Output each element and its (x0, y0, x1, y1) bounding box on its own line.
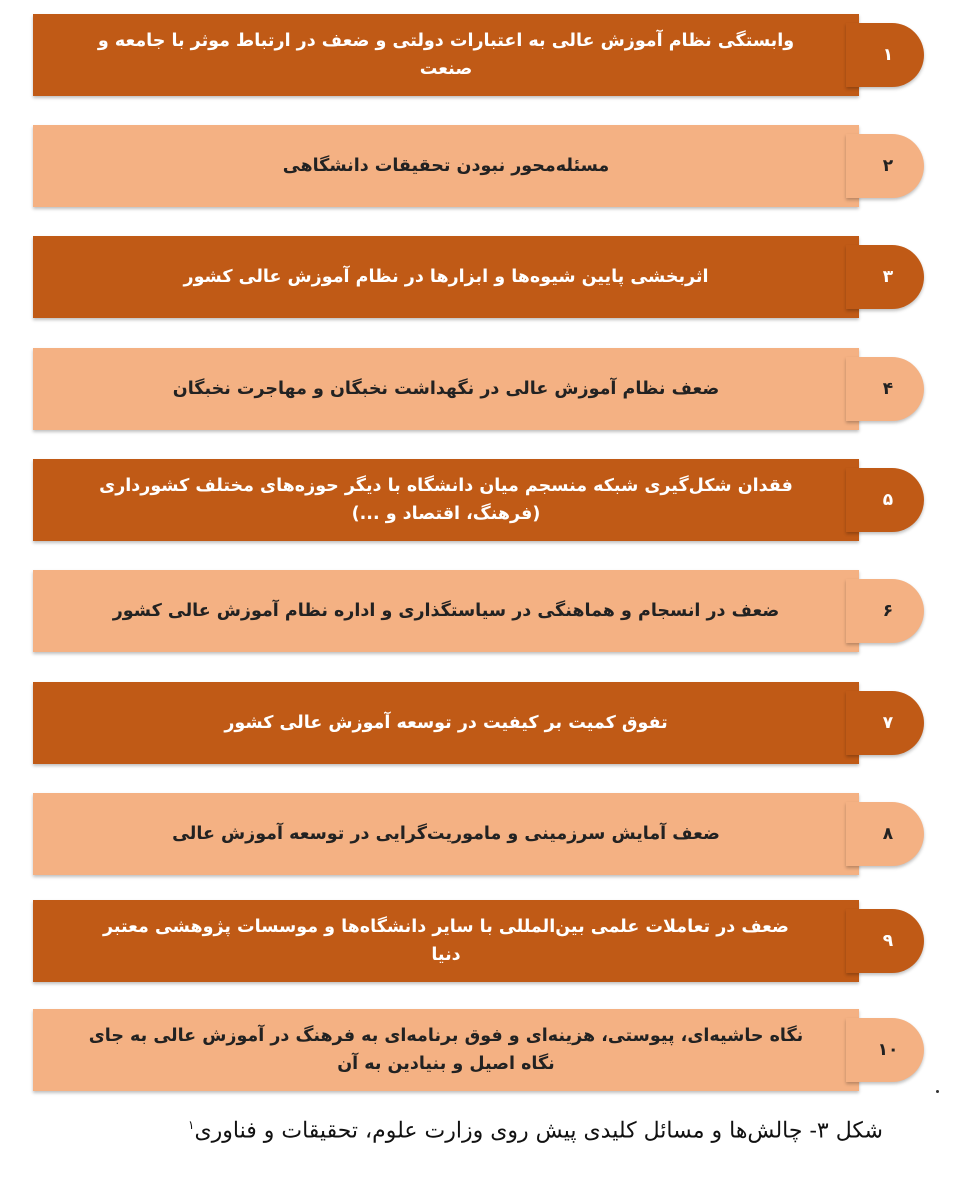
item-number-badge (846, 357, 924, 421)
item-text: مسئله‌محور نبودن تحقیقات دانشگاهی (282, 156, 610, 176)
caption-footnote: ۱ (188, 1118, 195, 1132)
item-text: ضعف در تعاملات علمی بین‌المللی با سایر دانشگاه‌ها و موسسات پژوهشی معتبر دنیا (103, 917, 789, 965)
list-item (0, 445, 953, 545)
item-bar (33, 236, 859, 318)
item-number-badge (846, 579, 924, 643)
item-number-badge (846, 1018, 924, 1082)
stray-dot (936, 1090, 939, 1093)
item-bar (33, 459, 859, 541)
item-bar (33, 125, 859, 207)
item-number-badge (846, 468, 924, 532)
item-number-badge (846, 23, 924, 87)
item-number: ۳ (882, 267, 894, 287)
list-item (0, 556, 953, 656)
item-text: ضعف در انسجام و هماهنگی در سیاستگذاری و اداره نظام آموزش عالی کشور (112, 601, 780, 621)
item-number: ۱ (882, 45, 894, 65)
list-item (0, 222, 953, 322)
item-number-badge (846, 691, 924, 755)
item-text: ضعف آمایش سرزمینی و ماموریت‌گرایی در توسعه آموزش عالی (172, 824, 720, 844)
item-text: ضعف نظام آموزش عالی در نگهداشت نخبگان و مهاجرت نخبگان (172, 379, 720, 399)
list-item (0, 886, 953, 986)
item-bar (33, 348, 859, 430)
list-item (0, 779, 953, 879)
item-number-badge (846, 134, 924, 198)
list-item (0, 111, 953, 211)
item-bar (33, 900, 859, 982)
item-bar (33, 1009, 859, 1091)
item-number: ۸ (882, 824, 894, 844)
item-text: اثربخشی پایین شیوه‌ها و ابزارها در نظام آموزش عالی کشور (183, 267, 709, 287)
list-item (0, 995, 953, 1095)
item-number: ۵ (882, 490, 894, 510)
list-item (0, 668, 953, 768)
item-text: تفوق کمیت بر کیفیت در توسعه آموزش عالی کشور (224, 713, 668, 733)
item-number-badge (846, 909, 924, 973)
item-number-badge (846, 802, 924, 866)
item-text: فقدان شکل‌گیری شبکه منسجم میان دانشگاه با دیگر حوزه‌های مختلف کشورداری (فرهنگ، اقتصاد و ...) (99, 476, 793, 524)
item-number: ۲ (882, 156, 894, 176)
item-text: وابستگی نظام آموزش عالی به اعتبارات دولتی و ضعف در ارتباط موثر با جامعه و صنعت (97, 31, 795, 79)
item-number-badge (846, 245, 924, 309)
item-number: ۹ (882, 931, 894, 951)
list-item (0, 334, 953, 434)
item-bar (33, 682, 859, 764)
list-item (0, 0, 953, 100)
figure-caption (40, 1118, 883, 1143)
item-number: ۱۰ (877, 1040, 899, 1060)
item-bar (33, 793, 859, 875)
item-number: ۶ (882, 601, 894, 621)
item-text: نگاه حاشیه‌ای، پیوستی، هزینه‌ای و فوق برنامه‌ای به فرهنگ در آموزش عالی به جای نگاه اصیل و بنیادین به آن (88, 1026, 804, 1074)
item-bar (33, 570, 859, 652)
item-number: ۴ (882, 379, 894, 399)
item-bar (33, 14, 859, 96)
item-number: ۷ (882, 713, 894, 733)
caption-text: شکل ۳- چالش‌ها و مسائل کلیدی پیش روی وزارت علوم، تحقیقات و فناوری (194, 1118, 883, 1144)
